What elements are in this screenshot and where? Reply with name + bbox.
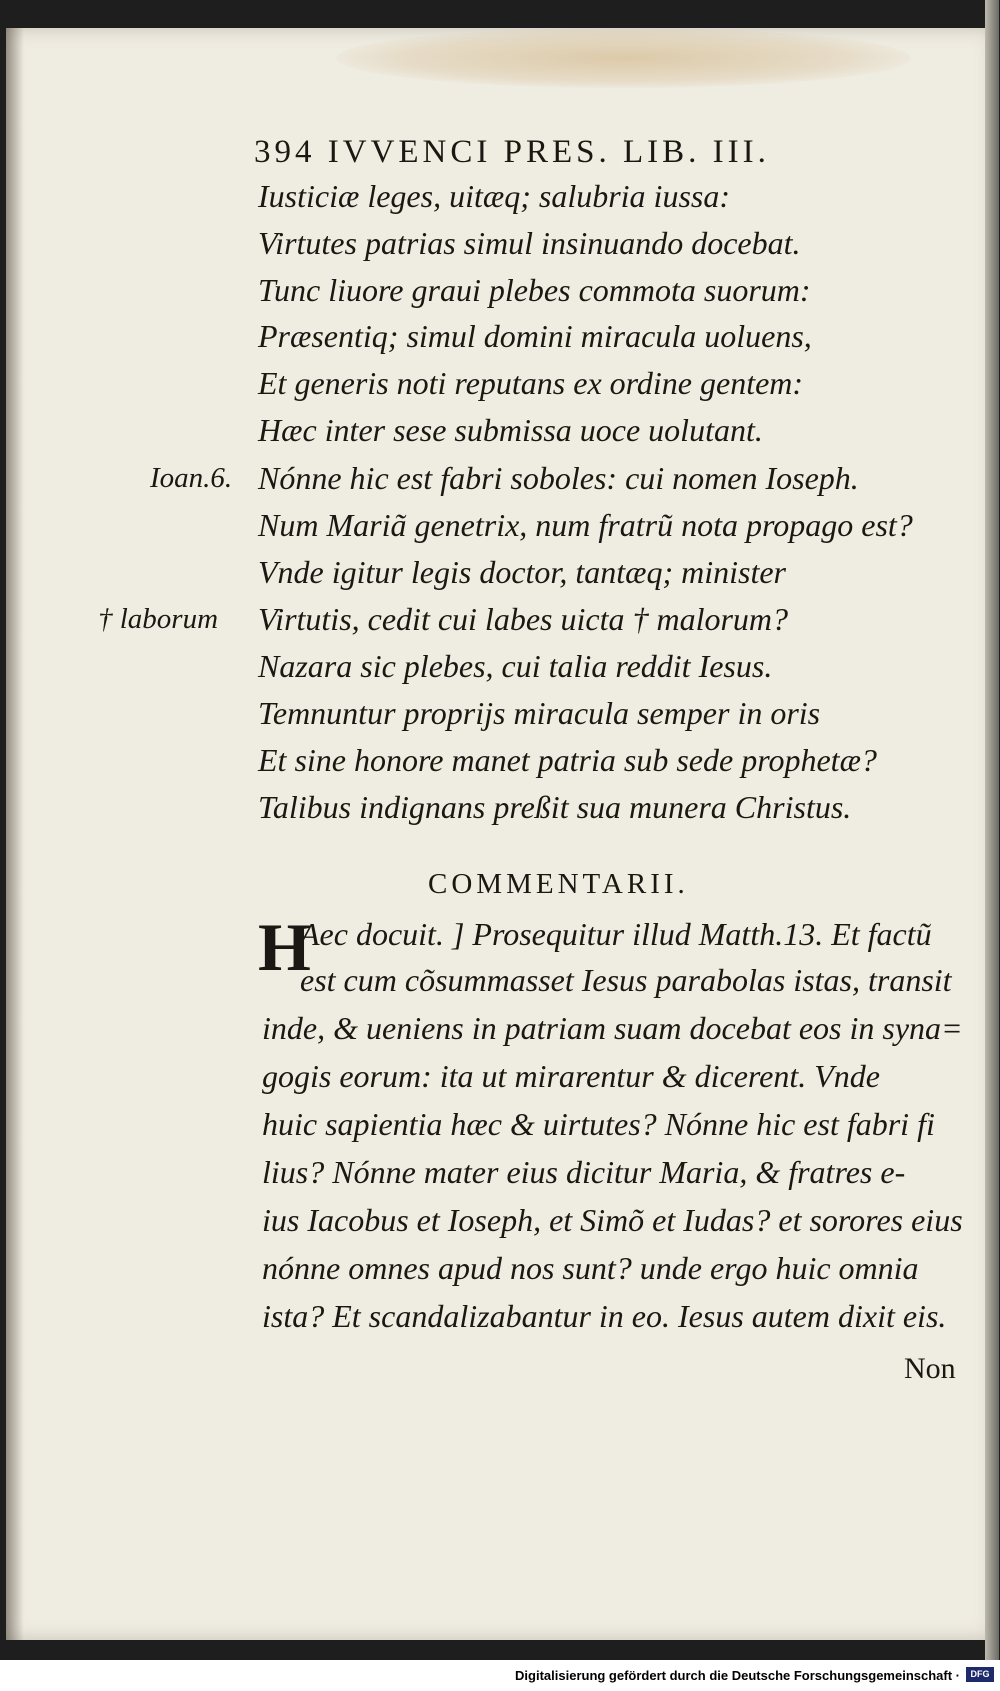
margin-note-laborum: † laborum [98,603,219,635]
funding-credit: Digitalisierung gefördert durch die Deutsche Forschungsgemeinschaft · [515,1668,960,1683]
commentary-line: ista? Et scandalizabantur in eo. Iesus autem dixit eis. [262,1298,947,1334]
verse-line: Nónne hic est fabri soboles: cui nomen Ioseph. [258,460,859,496]
verse-line: Et sine honore manet patria sub sede prophetæ? [258,742,877,778]
verse-line: Nazara sic plebes, cui talia reddit Iesus. [258,648,773,684]
verse-line: Virtutis, cedit cui labes uicta † malorum? [258,601,789,637]
book-spine-edge [985,0,999,1660]
commentary-line: Aec docuit. ] Prosequitur illud Matth.13. Et factũ [300,916,932,952]
commentarii-heading: COMMENTARII. [428,868,689,900]
commentary-line: nónne omnes apud nos sunt? unde ergo huic omnia [262,1250,919,1286]
water-stain [336,28,911,88]
footer-bar [0,1660,1000,1691]
verse-line: Num Mariã genetrix, num fratrũ nota propago est? [258,507,913,543]
verse-line: Temnuntur proprijs miracula semper in oris [258,695,821,731]
catchword: Non [904,1352,956,1385]
verse-line: Talibus indignans preßit sua munera Christus. [258,789,852,825]
commentary-line: est cum cõsummasset Iesus parabolas istas, transit [300,962,952,998]
commentary-line: lius? Nónne mater eius dicitur Maria, & fratres e- [262,1154,906,1190]
commentary-line: gogis eorum: ita ut mirarentur & dicerent. Vnde [262,1058,880,1094]
verse-line: Hæc inter sese submissa uoce uolutant. [258,412,763,448]
commentary-line: huic sapientia hæc & uirtutes? Nónne hic est fabri fi [262,1106,935,1142]
verse-line: Iusticiæ leges, uitæq; salubria iussa: [258,178,730,214]
drop-cap: H [258,909,311,985]
verse-line: Præsentiq; simul domini miracula uoluens, [258,318,812,354]
book-page [6,28,993,1640]
running-head: 394 IVVENCI PRES. LIB. III. [254,134,770,170]
verse-line: Tunc liuore graui plebes commota suorum: [258,272,811,308]
verse-line: Virtutes patrias simul insinuando docebat. [258,225,801,261]
commentary-line: ius Iacobus et Ioseph, et Simõ et Iudas? et sorores eius [262,1202,963,1238]
margin-note-joan: Ioan.6. [150,462,233,494]
verse-line: Vnde igitur legis doctor, tantæq; minister [258,554,786,590]
dfg-logo: DFG [966,1667,994,1682]
page-edge-shadow [6,28,24,1640]
verse-line: Et generis noti reputans ex ordine gentem: [258,365,804,401]
commentary-line: inde, & ueniens in patriam suam docebat eos in syna= [262,1010,963,1046]
